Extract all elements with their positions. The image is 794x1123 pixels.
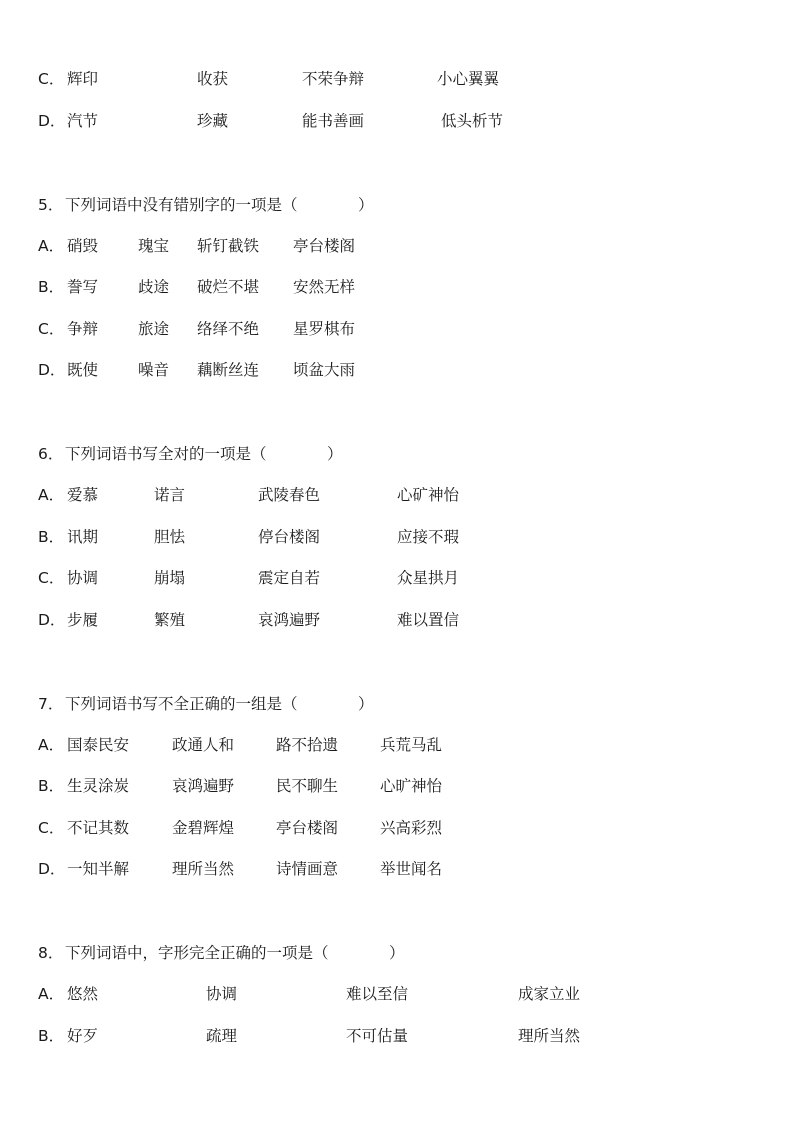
option-label: B．: [38, 777, 65, 795]
answer-option: [0, 276, 794, 298]
answer-option: [0, 775, 794, 797]
option-word: 举世闻名: [380, 860, 443, 878]
option-word: 路不拾遗: [276, 736, 339, 754]
option-word: 国泰民安: [67, 736, 130, 754]
option-word: 低头析节: [441, 112, 504, 130]
option-word: 不可估量: [346, 1027, 409, 1045]
option-word: 不荣争辩: [302, 70, 365, 88]
answer-option: [0, 817, 794, 839]
option-word: 争辩: [67, 320, 99, 338]
option-label: C．: [38, 70, 65, 88]
option-word: 爱慕: [67, 486, 99, 504]
answer-blank-close: ）: [389, 944, 405, 962]
option-label: A．: [38, 486, 65, 504]
option-word: 斩钉截铁: [197, 237, 260, 255]
answer-option: [0, 68, 794, 90]
option-word: 理所当然: [518, 1027, 581, 1045]
option-word: 誊写: [67, 278, 99, 296]
question-number: 8．: [38, 944, 64, 962]
option-word: 兴高彩烈: [380, 819, 443, 837]
option-word: 疏理: [206, 1027, 238, 1045]
option-word: 难以置信: [397, 611, 460, 629]
question-stem: [0, 942, 794, 964]
question-number: 6．: [38, 445, 64, 463]
option-word: 藕断丝连: [197, 361, 260, 379]
answer-blank-close: ）: [358, 695, 374, 713]
option-label: A．: [38, 985, 65, 1003]
option-word: 政通人和: [172, 736, 235, 754]
option-word: 哀鸿遍野: [258, 611, 321, 629]
option-word: 协调: [206, 985, 238, 1003]
option-word: 武陵春色: [258, 486, 321, 504]
option-word: 心矿神怡: [397, 486, 460, 504]
question-stem: [0, 443, 794, 465]
option-word: 硝毁: [67, 237, 99, 255]
option-word: 步履: [67, 611, 99, 629]
answer-blank-close: ）: [327, 445, 343, 463]
option-word: 破烂不堪: [197, 278, 260, 296]
option-word: 既使: [67, 361, 99, 379]
option-word: 亭台楼阁: [293, 237, 356, 255]
option-word: 停台楼阁: [258, 528, 321, 546]
question-text: 下列词语中没有错别字的一项是（: [65, 196, 298, 214]
option-label: A．: [38, 736, 65, 754]
option-word: 悠然: [67, 985, 99, 1003]
option-word: 应接不瑕: [397, 528, 460, 546]
option-word: 协调: [67, 569, 99, 587]
option-word: 难以至信: [346, 985, 409, 1003]
option-label: A．: [38, 237, 65, 255]
answer-option: [0, 359, 794, 381]
option-word: 收获: [197, 70, 229, 88]
option-label: C．: [38, 569, 65, 587]
option-label: D．: [38, 860, 66, 878]
option-word: 崩塌: [154, 569, 186, 587]
option-word: 理所当然: [172, 860, 235, 878]
option-label: D．: [38, 361, 66, 379]
option-word: 民不聊生: [276, 777, 339, 795]
question-number: 7．: [38, 695, 64, 713]
option-word: 亭台楼阁: [276, 819, 339, 837]
answer-option: [0, 318, 794, 340]
answer-option: [0, 526, 794, 548]
option-word: 兵荒马乱: [380, 736, 443, 754]
option-word: 诺言: [154, 486, 186, 504]
option-word: 生灵涂炭: [67, 777, 130, 795]
option-word: 成家立业: [518, 985, 581, 1003]
option-label: D．: [38, 112, 66, 130]
answer-option: [0, 609, 794, 631]
option-word: 胆怯: [154, 528, 186, 546]
answer-option: [0, 567, 794, 589]
option-word: 一知半解: [67, 860, 130, 878]
option-word: 辉印: [67, 70, 99, 88]
option-word: 震定自若: [258, 569, 321, 587]
option-label: B．: [38, 278, 65, 296]
option-word: 歧途: [138, 278, 170, 296]
option-word: 讯期: [67, 528, 99, 546]
option-label: C．: [38, 320, 65, 338]
option-word: 星罗棋布: [293, 320, 356, 338]
answer-option: [0, 734, 794, 756]
question-stem: [0, 194, 794, 216]
answer-option: [0, 1025, 794, 1047]
answer-option: [0, 235, 794, 257]
option-word: 瑰宝: [138, 237, 170, 255]
option-word: 金碧辉煌: [172, 819, 235, 837]
question-text: 下列词语书写不全正确的一组是（: [65, 695, 298, 713]
option-word: 噪音: [138, 361, 170, 379]
option-word: 好歹: [67, 1027, 99, 1045]
option-word: 哀鸿遍野: [172, 777, 235, 795]
question-text: 下列词语中，字形完全正确的一项是（: [65, 944, 329, 962]
option-word: 能书善画: [302, 112, 365, 130]
option-word: 众星拱月: [397, 569, 460, 587]
question-stem: [0, 693, 794, 715]
option-word: 不记其数: [67, 819, 130, 837]
option-word: 络绎不绝: [197, 320, 260, 338]
option-label: C．: [38, 819, 65, 837]
option-word: 繁殖: [154, 611, 186, 629]
option-word: 小心翼翼: [437, 70, 500, 88]
option-label: B．: [38, 528, 65, 546]
answer-option: [0, 484, 794, 506]
option-label: D．: [38, 611, 66, 629]
answer-blank-close: ）: [358, 196, 374, 214]
answer-option: [0, 983, 794, 1005]
option-word: 珍藏: [197, 112, 229, 130]
option-word: 汽节: [67, 112, 99, 130]
answer-option: [0, 858, 794, 880]
option-word: 安然无样: [293, 278, 356, 296]
option-word: 诗情画意: [276, 860, 339, 878]
question-number: 5．: [38, 196, 64, 214]
question-text: 下列词语书写全对的一项是（: [65, 445, 267, 463]
option-word: 旅途: [138, 320, 170, 338]
option-word: 心旷神怡: [380, 777, 443, 795]
answer-option: [0, 110, 794, 132]
option-label: B．: [38, 1027, 65, 1045]
option-word: 顷盆大雨: [293, 361, 356, 379]
